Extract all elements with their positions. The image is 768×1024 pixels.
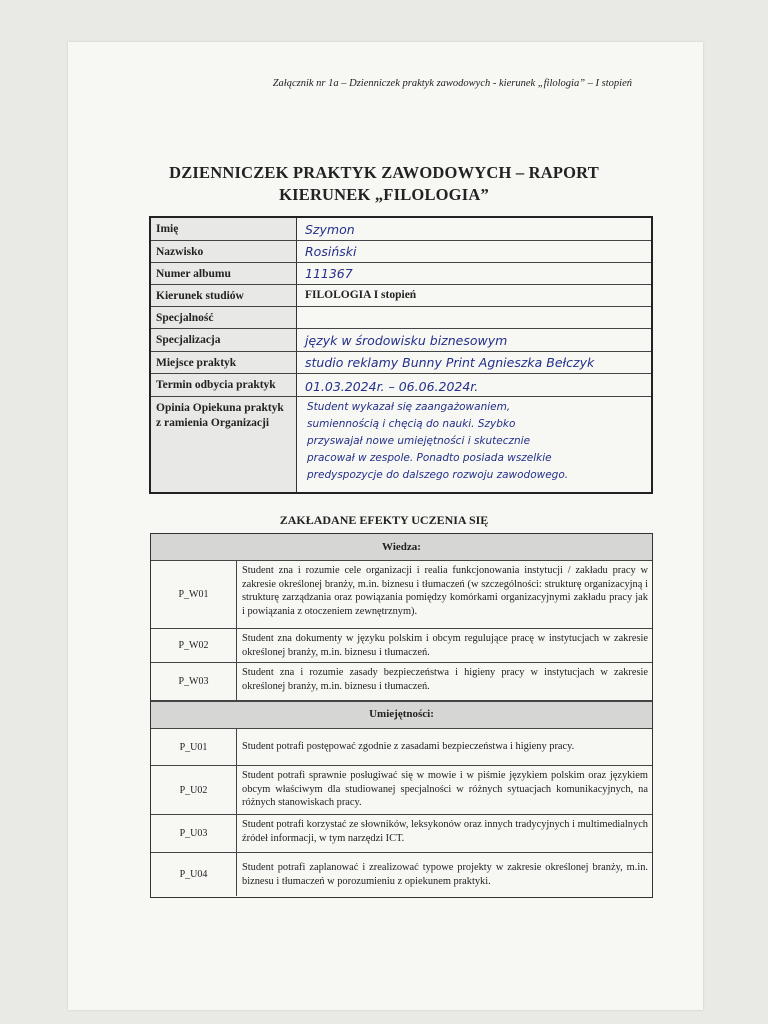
student-info-table	[149, 216, 653, 494]
annex-note: Załącznik nr 1a – Dzienniczek praktyk zawodowych - kierunek „filologia” – I stopień	[272, 78, 632, 89]
table-row	[151, 663, 652, 701]
field-value: FILOLOGIA I stopień	[305, 289, 417, 301]
page-subtitle: KIERUNEK „FILOLOGIA”	[279, 185, 489, 204]
opinion-line: Student wykazał się zaangażowaniem,	[307, 401, 511, 413]
effect-code: P_U01	[151, 729, 237, 765]
row-dates	[151, 374, 651, 397]
first-name-value: Szymon	[305, 222, 355, 237]
effect-description: Student zna i rozumie zasady bezpieczeństwa i higieny pracy w instytucjach w zakresie określonej branży, m.in. biznesu i tłumaczeń.	[242, 667, 648, 692]
row-specialty	[151, 307, 651, 329]
effect-code: P_W03	[151, 663, 237, 700]
knowledge-header: Wiedza:	[151, 534, 652, 561]
opinion-line: przyswajał nowe umiejętności i skutecznie	[307, 435, 531, 447]
place-value: studio reklamy Bunny Print Agnieszka Bełczyk	[305, 355, 595, 370]
place-label: Miejsce praktyk	[151, 352, 297, 373]
opinion-label: Opinia Opiekuna praktyk z ramienia Organizacji	[151, 397, 297, 492]
album-value: 111367	[305, 266, 353, 281]
row-first-name	[151, 218, 651, 241]
row-specialization	[151, 329, 651, 352]
effect-description: Student potrafi korzystać ze słowników, leksykonów oraz innych tradycyjnych i multimedialnych źródeł informacji, w tym narzędzi ICT.	[242, 819, 648, 844]
row-opinion	[151, 397, 651, 492]
table-row	[151, 729, 652, 766]
last-name-label: Nazwisko	[151, 241, 297, 262]
dates-value: 01.03.2024r. – 06.06.2024r.	[305, 379, 479, 394]
skills-header: Umiejętności:	[151, 701, 652, 729]
table-row	[151, 766, 652, 815]
specialty-value	[305, 307, 651, 310]
field-label: Kierunek studiów	[151, 285, 297, 306]
page-title: DZIENNICZEK PRAKTYK ZAWODOWYCH – RAPORT	[169, 163, 599, 182]
album-label: Numer albumu	[151, 263, 297, 284]
effect-description: Student zna i rozumie cele organizacji i realia funkcjonowania instytucji / zakładu pracy w zakresie określonej branży, m.in. biznesu i tłumaczeń (w szczególności: strukturę organizacyjną i strukturę zarządzania oraz powiązania pomiędzy komórkami organizacyjnymi zakładu pracy jak i powiązania z otoczeniem zewnętrznym).	[242, 565, 648, 617]
row-place	[151, 352, 651, 374]
last-name-value: Rosiński	[305, 244, 357, 259]
effect-code: P_U03	[151, 815, 237, 852]
dates-label: Termin odbycia praktyk	[151, 374, 297, 396]
opinion-line: predyspozycje do dalszego rozwoju zawodowego.	[307, 469, 569, 481]
effect-code: P_U04	[151, 853, 237, 896]
effects-title: ZAKŁADANE EFEKTY UCZENIA SIĘ	[279, 513, 489, 527]
table-row	[151, 853, 652, 896]
effect-description: Student potrafi zaplanować i zrealizować typowe projekty w zakresie określonej branży, m.in. biznesu i tłumaczeń w porozumieniu z opiekunem praktyki.	[242, 862, 648, 887]
effect-code: P_W02	[151, 629, 237, 662]
row-album	[151, 263, 651, 285]
opinion-text	[297, 397, 651, 492]
effect-code: P_W01	[151, 561, 237, 628]
effect-description: Student zna dokumenty w języku polskim i obcym regulujące pracę w instytucjach w zakresie określonej branży, m.in. biznesu i tłumaczeń.	[242, 633, 648, 658]
opinion-line: sumiennością i chęcią do nauki. Szybko	[307, 418, 516, 430]
effect-description: Student potrafi postępować zgodnie z zasadami bezpieczeństwa i higieny pracy.	[242, 741, 575, 752]
opinion-line: pracował w zespole. Ponadto posiada wszelkie	[307, 452, 552, 464]
specialty-label: Specjalność	[151, 307, 297, 328]
row-last-name	[151, 241, 651, 263]
first-name-label: Imię	[151, 218, 297, 240]
effect-description: Student potrafi sprawnie posługiwać się w mowie i w piśmie językiem polskim oraz językiem obcym właściwym dla studiowanej specjalności w różnych sytuacjach komunikacyjnych, na różnych stanowiskach pracy.	[242, 770, 648, 808]
specialization-label: Specjalizacja	[151, 329, 297, 351]
table-row	[151, 815, 652, 853]
table-row	[151, 561, 652, 629]
row-field	[151, 285, 651, 307]
effect-code: P_U02	[151, 766, 237, 814]
table-row	[151, 629, 652, 663]
learning-effects-table	[150, 533, 653, 898]
specialization-value: język w środowisku biznesowym	[305, 333, 508, 348]
